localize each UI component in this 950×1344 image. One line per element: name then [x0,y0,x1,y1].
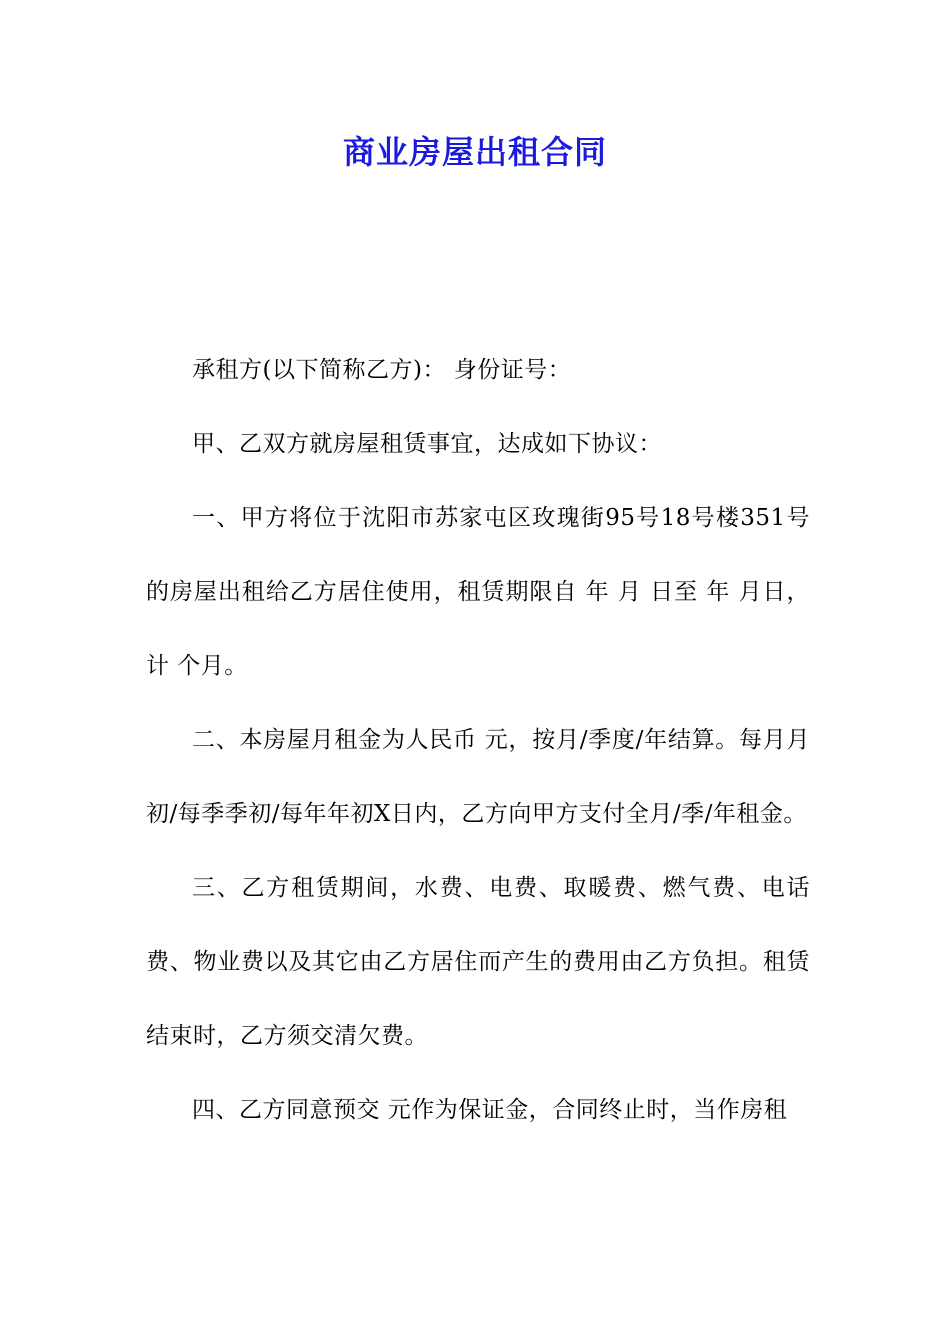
paragraph-clause-1: 一、甲方将位于沈阳市苏家屯区玫瑰街95号18号楼351号的房屋出租给乙方居住使用，租赁期限自 年 月 日至 年 月日，计 个月。 [146,505,810,679]
paragraph-clause-4: 四、乙方同意预交 元作为保证金，合同终止时，当作房租 [192,1097,788,1123]
document-title: 商业房屋出租合同 [342,133,607,171]
paragraph-agreement-intro: 甲、乙双方就房屋租赁事宜，达成如下协议： [192,431,662,457]
paragraph-clause-3: 三、乙方租赁期间，水费、电费、取暖费、燃气费、电话费、物业费以及其它由乙方居住而产生的费用由乙方负担。租赁结束时，乙方须交清欠费。 [146,875,810,1049]
document-body [146,333,810,1147]
paragraph-clause-2: 二、本房屋月租金为人民币 元，按月/季度/年结算。每月月初/每季季初/每年年初X日内，乙方向甲方支付全月/季/年租金。 [146,727,810,827]
paragraph-tenant-info: 承租方(以下简称乙方)： 身份证号： [192,357,572,383]
